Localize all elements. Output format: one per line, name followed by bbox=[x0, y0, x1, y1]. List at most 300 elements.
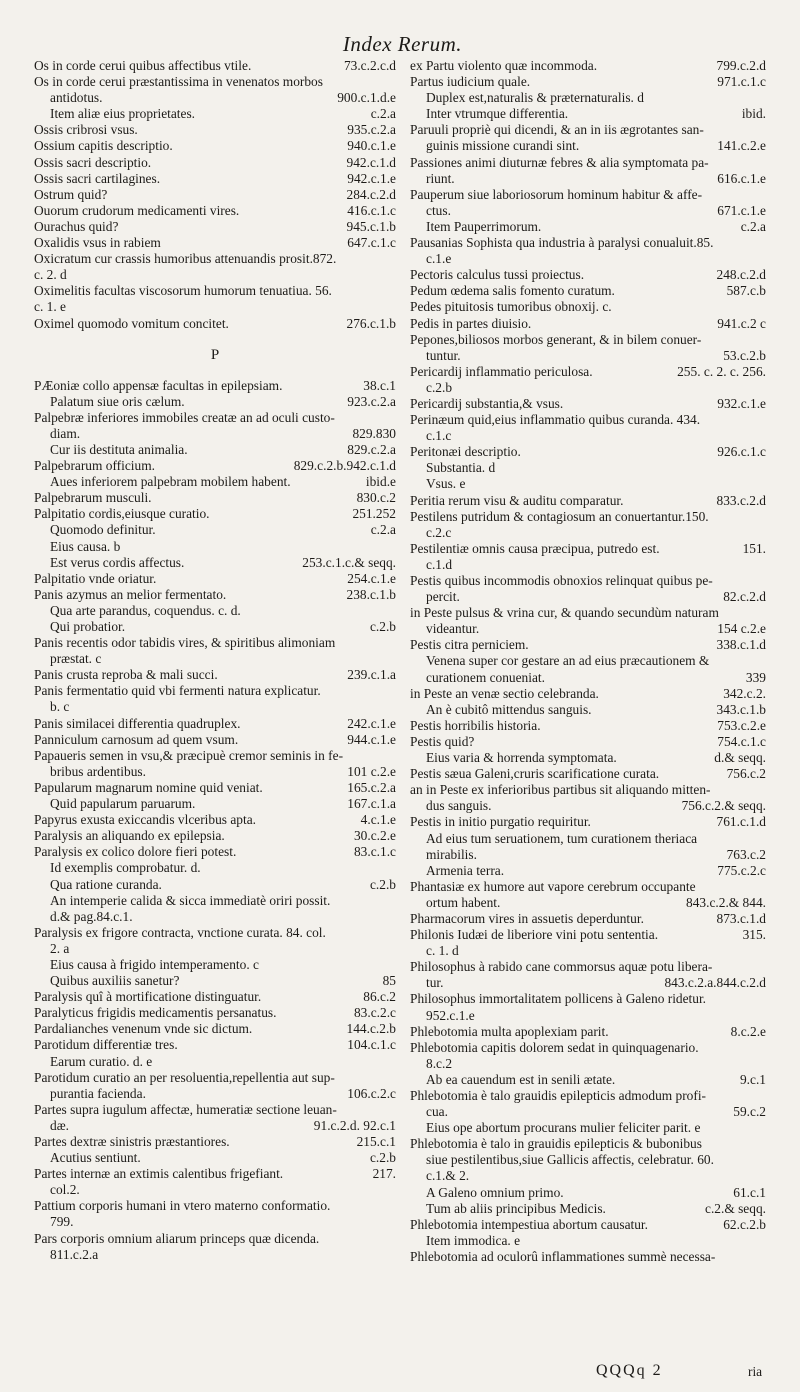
index-entry bbox=[34, 1021, 396, 1037]
entry-text: Phantasiæ ex humore aut vapore cerebrum occupante bbox=[410, 878, 696, 894]
entry-page-ref: 756.c.2.& seqq. bbox=[681, 798, 766, 814]
index-entry bbox=[34, 828, 396, 844]
entry-text: Ostrum quid? bbox=[34, 186, 108, 202]
entry-page-ref: 83.c.1.c bbox=[353, 844, 396, 860]
entry-text: 8.c.2 bbox=[426, 1055, 453, 1071]
entry-text: Papyrus exusta exiccandis vlceribus apta. bbox=[34, 812, 256, 828]
entry-text: Partus iudicium quale. bbox=[410, 74, 531, 90]
index-entry bbox=[410, 412, 766, 428]
index-entry bbox=[410, 1136, 766, 1152]
entry-page-ref: 338.c.1.d bbox=[716, 637, 766, 653]
entry-text: Pericardij substantia,& vsus. bbox=[410, 395, 564, 411]
index-entry bbox=[34, 299, 396, 315]
index-entry bbox=[410, 428, 766, 444]
index-entry bbox=[410, 187, 766, 203]
entry-text: Pepones,biliosos morbos generant, & in bilem conuer- bbox=[410, 331, 702, 347]
entry-page-ref: 73.c.2.c.d bbox=[343, 58, 396, 73]
entry-text: Papularum magnarum nomine quid veniat. bbox=[34, 779, 263, 795]
entry-page-ref: 8.c.2.e bbox=[730, 1023, 766, 1039]
index-entry bbox=[410, 58, 766, 74]
entry-text: Oximelitis facultas viscosorum humorum tenuatiua. 56. bbox=[34, 283, 332, 299]
index-entry bbox=[410, 734, 766, 750]
entry-text: Philonis Iudæi de liberiore vini potu sententia. bbox=[410, 927, 659, 943]
index-entry bbox=[34, 506, 396, 522]
index-entry bbox=[410, 493, 766, 509]
entry-page-ref: 62.c.2.b bbox=[723, 1216, 766, 1232]
entry-text: Perinæum quid,eius inflammatio quibus curanda. 434. bbox=[410, 412, 701, 428]
index-entry bbox=[34, 941, 396, 957]
index-entry bbox=[410, 863, 766, 879]
entry-text: Parotidum curatio an per resoluentia,repellentia aut sup- bbox=[34, 1069, 335, 1085]
entry-page-ref: 753.c.2.e bbox=[717, 717, 766, 733]
index-entry bbox=[410, 621, 766, 637]
entry-text: c. 1. d bbox=[426, 943, 459, 959]
entry-page-ref: 941.c.2 c bbox=[717, 315, 766, 331]
entry-text: Pausanias Sophista qua industria à paralysi conualuit.85. bbox=[410, 235, 714, 251]
index-entry bbox=[34, 267, 396, 283]
entry-text: Venena super cor gestare an ad eius præcautionem & bbox=[426, 653, 710, 669]
index-entry bbox=[410, 267, 766, 283]
entry-text: c.1.& 2. bbox=[426, 1168, 470, 1184]
index-entry bbox=[410, 1008, 766, 1024]
entry-text: Paralyticus frigidis medicamentis persanatus. bbox=[34, 1005, 277, 1021]
index-entry bbox=[34, 877, 396, 893]
entry-text: Acutius sentiunt. bbox=[50, 1150, 141, 1166]
index-entry bbox=[34, 619, 396, 635]
entry-text: Paruuli propriè qui dicendi, & an in iis ægrotantes san- bbox=[410, 122, 704, 138]
entry-page-ref: 215.c.1 bbox=[356, 1134, 396, 1149]
entry-text: Palpitatio cordis,eiusque curatio. bbox=[34, 506, 210, 522]
entry-text: præstat. c bbox=[50, 651, 102, 667]
entry-text: in Peste an venæ sectio celebranda. bbox=[410, 685, 599, 701]
entry-page-ref: 942.c.1.e bbox=[347, 170, 396, 186]
entry-text: c. 2. d bbox=[34, 267, 67, 283]
index-entry bbox=[34, 203, 396, 219]
index-entry bbox=[34, 138, 396, 154]
entry-page-ref: 106.c.2.c bbox=[347, 1085, 396, 1101]
entry-text: c.2.c bbox=[426, 524, 452, 540]
index-entry bbox=[410, 1024, 766, 1040]
entry-text: purantia facienda. bbox=[50, 1085, 146, 1101]
entry-text: Cur iis destituta animalia. bbox=[50, 441, 188, 457]
entry-text: Phlebotomia intempestiua abortum causatur. bbox=[410, 1216, 649, 1232]
signature-mark: QQQq 2 bbox=[596, 1362, 663, 1379]
entry-text: Armenia terra. bbox=[426, 862, 505, 878]
entry-text: Pestis quid? bbox=[410, 733, 475, 749]
entry-text: 811.c.2.a bbox=[50, 1246, 99, 1262]
entry-page-ref: 315. bbox=[742, 927, 766, 943]
index-entry bbox=[34, 989, 396, 1005]
entry-text: Id exemplis comprobatur. d. bbox=[50, 860, 201, 876]
index-entry bbox=[410, 686, 766, 702]
entry-text: Pestilens putridum & contagiosum an conuertantur.150. bbox=[410, 508, 709, 524]
entry-text: tur. bbox=[426, 975, 444, 991]
entry-page-ref: 144.c.2.b bbox=[346, 1021, 396, 1037]
index-entry bbox=[34, 1005, 396, 1021]
entry-text: Palatum siue oris cælum. bbox=[50, 393, 185, 409]
entry-text: Paralysis ex colico dolore fieri potest. bbox=[34, 844, 237, 860]
index-entry bbox=[410, 316, 766, 332]
index-entry bbox=[34, 683, 396, 699]
entry-text: Palpitatio vnde oriatur. bbox=[34, 570, 157, 586]
entry-page-ref: 935.c.2.a bbox=[347, 122, 396, 138]
index-entry bbox=[34, 667, 396, 683]
index-entry bbox=[34, 860, 396, 876]
index-entry bbox=[34, 571, 396, 587]
index-entry bbox=[34, 925, 396, 941]
index-entry bbox=[34, 764, 396, 780]
entry-page-ref: 255. c. 2. c. 256. bbox=[677, 363, 766, 379]
index-entry bbox=[34, 283, 396, 299]
index-entry bbox=[410, 460, 766, 476]
index-entry bbox=[34, 74, 396, 90]
entry-text: Oxalidis vsus in rabiem bbox=[34, 235, 161, 251]
entry-page-ref: 86.c.2 bbox=[363, 989, 396, 1005]
entry-text: c.1.c bbox=[426, 428, 452, 444]
index-entry bbox=[410, 589, 766, 605]
entry-text: Pars corporis omnium aliarum princeps quæ dicenda. bbox=[34, 1230, 320, 1246]
index-entry bbox=[410, 1056, 766, 1072]
index-entry bbox=[410, 750, 766, 766]
entry-text: videantur. bbox=[426, 621, 480, 637]
entry-page-ref: 239.c.1.a bbox=[347, 667, 396, 683]
index-entry bbox=[410, 541, 766, 557]
index-entry bbox=[34, 490, 396, 506]
entry-text: Eius varia & horrenda symptomata. bbox=[426, 750, 617, 766]
entry-text: Panis azymus an melior fermentato. bbox=[34, 586, 227, 602]
index-entry bbox=[34, 1166, 396, 1182]
entry-page-ref: 276.c.1.b bbox=[346, 315, 396, 331]
entry-page-ref: 104.c.1.c bbox=[347, 1037, 396, 1053]
entry-text: col.2. bbox=[50, 1182, 80, 1198]
entry-text: PÆoniæ collo appensæ facultas in epilepsiam. bbox=[34, 377, 283, 393]
index-entry bbox=[410, 927, 766, 943]
entry-text: Qui probatior. bbox=[50, 619, 126, 634]
entry-text: Pestis horribilis historia. bbox=[410, 717, 541, 733]
entry-page-ref: 154 c.2.e bbox=[717, 621, 766, 637]
entry-text: ex Partu violento quæ incommoda. bbox=[410, 58, 598, 73]
entry-text: Panis recentis odor tabidis vires, & spiritibus alimoniam bbox=[34, 635, 336, 651]
index-entry bbox=[410, 476, 766, 492]
entry-text: Panis similacei differentia quadruplex. bbox=[34, 715, 241, 731]
entry-page-ref: 647.c.1.c bbox=[347, 235, 396, 251]
entry-text: Oximel quomodo vomitum concitet. bbox=[34, 315, 229, 331]
entry-text: Ossis sacri cartilagines. bbox=[34, 170, 161, 186]
entry-page-ref: 61.c.1 bbox=[733, 1184, 766, 1200]
entry-text: Papaueris semen in vsu,& præcipuè cremor seminis in fe- bbox=[34, 747, 344, 763]
entry-page-ref: 799.c.2.d bbox=[716, 58, 766, 73]
index-entry bbox=[34, 1102, 396, 1118]
index-entry bbox=[34, 844, 396, 860]
index-entry bbox=[34, 442, 396, 458]
index-entry bbox=[34, 251, 396, 267]
entry-text: riunt. bbox=[426, 170, 455, 186]
index-entry bbox=[410, 235, 766, 251]
entry-text: Qua ratione curanda. bbox=[50, 876, 162, 892]
entry-page-ref: c.2.b bbox=[369, 876, 396, 892]
index-entry bbox=[410, 557, 766, 573]
index-entry bbox=[34, 1086, 396, 1102]
entry-text: Paralysis quî à mortificatione distinguatur. bbox=[34, 989, 262, 1005]
entry-text: an in Peste ex inferioribus partibus sit aliquando mitten- bbox=[410, 782, 711, 798]
index-entry bbox=[410, 573, 766, 589]
entry-page-ref: 763.c.2 bbox=[726, 846, 766, 862]
entry-text: Partes dextræ sinistris præstantiores. bbox=[34, 1134, 230, 1149]
index-entry bbox=[410, 122, 766, 138]
index-entry bbox=[34, 58, 396, 74]
entry-text: dus sanguis. bbox=[426, 798, 492, 814]
entry-text: Parotidum differentiæ tres. bbox=[34, 1037, 178, 1053]
entry-text: Pestilentiæ omnis causa præcipua, putredo est. bbox=[410, 540, 660, 556]
entry-text: Panniculum carnosum ad quem vsum. bbox=[34, 731, 239, 747]
index-entry bbox=[34, 1134, 396, 1150]
entry-page-ref: 141.c.2.e bbox=[717, 138, 766, 154]
entry-text: Ossis sacri descriptio. bbox=[34, 154, 152, 170]
entry-text: Ab ea cauendum est in senili ætate. bbox=[426, 1071, 616, 1087]
index-entry bbox=[410, 1201, 766, 1217]
entry-text: Pedum œdema salis fomento curatum. bbox=[410, 283, 615, 299]
index-entry bbox=[410, 299, 766, 315]
index-entry bbox=[410, 251, 766, 267]
entry-page-ref: 843.c.2.& 844. bbox=[686, 894, 766, 910]
index-entry bbox=[34, 1182, 396, 1198]
entry-page-ref: 945.c.1.b bbox=[346, 218, 396, 234]
entry-page-ref: 756.c.2 bbox=[726, 766, 766, 782]
index-entry bbox=[34, 1150, 396, 1166]
entry-text: c.1.e bbox=[426, 251, 452, 267]
entry-text: Peritonæi descriptio. bbox=[410, 444, 521, 460]
entry-text: Phlebotomia è talo grauidis epilepticis admodum profi- bbox=[410, 1088, 707, 1103]
index-entry bbox=[410, 90, 766, 106]
entry-text: Ourachus quid? bbox=[34, 218, 119, 234]
index-entry bbox=[410, 203, 766, 219]
entry-text: curationem conueniat. bbox=[426, 669, 545, 685]
entry-text: Partes supra iugulum affectæ, humeratiæ sectione leuan- bbox=[34, 1101, 337, 1117]
index-entry bbox=[34, 812, 396, 828]
running-header: Index Rerum. bbox=[342, 32, 462, 56]
entry-text: Peritia rerum visu & auditu comparatur. bbox=[410, 492, 624, 508]
entry-text: Palpebræ inferiores immobiles creatæ an ad oculi custo- bbox=[34, 409, 335, 425]
index-entry bbox=[34, 90, 396, 106]
entry-text: Pardalianches venenum vnde sic dictum. bbox=[34, 1021, 253, 1037]
entry-page-ref: 944.c.1.e bbox=[347, 731, 396, 747]
entry-page-ref: c.2.b bbox=[369, 619, 396, 634]
index-entry bbox=[34, 539, 396, 555]
index-entry bbox=[410, 702, 766, 718]
index-entry bbox=[410, 74, 766, 90]
entry-text: Oxicratum cur crassis humoribus attenuandis prosit.872. bbox=[34, 251, 337, 267]
index-entry bbox=[34, 603, 396, 619]
entry-page-ref: 342.c.2. bbox=[723, 685, 766, 701]
index-entry bbox=[34, 155, 396, 171]
entry-text: Pedes pituitosis tumoribus obnoxij. c. bbox=[410, 299, 612, 315]
index-entry bbox=[410, 895, 766, 911]
entry-page-ref: c.2.a bbox=[370, 522, 396, 538]
entry-text: Item immodica. e bbox=[426, 1232, 521, 1248]
index-entry bbox=[410, 959, 766, 975]
entry-text: diam. bbox=[50, 425, 81, 441]
entry-page-ref: 284.c.2.d bbox=[346, 186, 396, 202]
entry-page-ref: 343.c.1.b bbox=[716, 701, 766, 717]
entry-page-ref: 254.c.1.e bbox=[347, 570, 396, 586]
entry-text: Pedis in partes diuisio. bbox=[410, 315, 532, 331]
entry-page-ref: 416.c.1.c bbox=[347, 202, 396, 218]
index-entry bbox=[34, 909, 396, 925]
index-entry bbox=[410, 283, 766, 299]
entry-text: Philosophus à rabido cane commorsus aquæ potu libera- bbox=[410, 959, 713, 975]
entry-text: 799. bbox=[50, 1214, 74, 1230]
entry-page-ref: 900.c.1.d.e bbox=[337, 90, 396, 106]
entry-text: Ouorum crudorum medicamenti vires. bbox=[34, 202, 240, 218]
index-entry bbox=[410, 653, 766, 669]
index-entry bbox=[34, 716, 396, 732]
entry-text: Pauperum siue laboriosorum hominum habitur & affe- bbox=[410, 186, 703, 202]
entry-page-ref: c.2.& seqq. bbox=[705, 1200, 766, 1216]
index-entry bbox=[410, 670, 766, 686]
index-entry bbox=[410, 155, 766, 171]
entry-text: Est verus cordis affectus. bbox=[50, 554, 185, 570]
entry-page-ref: 829.c.2.a bbox=[347, 441, 396, 457]
index-entry bbox=[34, 106, 396, 122]
entry-page-ref: 4.c.1.e bbox=[360, 812, 396, 828]
index-entry bbox=[410, 879, 766, 895]
index-entry bbox=[410, 332, 766, 348]
entry-text: Ad eius tum seruationem, tum curationem theriaca bbox=[426, 830, 698, 846]
entry-text: Panis fermentatio quid vbi fermenti natura explicatur. bbox=[34, 683, 321, 699]
index-entry bbox=[34, 893, 396, 909]
index-entry bbox=[410, 219, 766, 235]
entry-page-ref: 30.c.2.e bbox=[353, 828, 396, 844]
index-entry bbox=[410, 396, 766, 412]
section-heading: P bbox=[210, 346, 220, 363]
index-entry bbox=[410, 364, 766, 380]
entry-text: Pestis citra perniciem. bbox=[410, 637, 529, 653]
entry-page-ref: 754.c.1.c bbox=[717, 733, 766, 749]
entry-page-ref: 83.c.2.c bbox=[353, 1005, 396, 1021]
index-entry bbox=[34, 426, 396, 442]
entry-text: An intemperie calida & sicca immediatè oriri possit. bbox=[50, 892, 331, 908]
index-entry bbox=[410, 525, 766, 541]
index-entry bbox=[34, 187, 396, 203]
entry-text: percit. bbox=[426, 589, 460, 605]
entry-text: Paralysis ex frigore contracta, vnctione curata. 84. col. bbox=[34, 924, 326, 940]
entry-text: ctus. bbox=[426, 202, 451, 218]
entry-page-ref: 38.c.1 bbox=[363, 377, 396, 393]
entry-text: Paralysis an aliquando ex epilepsia. bbox=[34, 828, 225, 844]
index-entry bbox=[410, 1249, 766, 1265]
index-entry bbox=[410, 1168, 766, 1184]
index-entry bbox=[34, 1118, 396, 1134]
index-entry bbox=[410, 1152, 766, 1168]
entry-page-ref: ibid. bbox=[741, 106, 766, 122]
entry-text: Passiones animi diuturnæ febres & alia symptomata pa- bbox=[410, 154, 709, 170]
entry-text: Ossium capitis descriptio. bbox=[34, 138, 173, 154]
entry-text: Duplex est,naturalis & præternaturalis. d bbox=[426, 90, 644, 106]
index-entry bbox=[410, 1040, 766, 1056]
entry-page-ref: 833.c.2.d bbox=[716, 492, 766, 508]
index-entry bbox=[34, 1214, 396, 1230]
entry-text: Tum ab aliis principibus Medicis. bbox=[426, 1200, 606, 1216]
entry-page-ref: 971.c.1.c bbox=[717, 74, 766, 90]
entry-page-ref: ibid.e bbox=[365, 474, 396, 490]
entry-page-ref: 248.c.2.d bbox=[716, 267, 766, 283]
index-entry bbox=[410, 380, 766, 396]
entry-page-ref: d.& seqq. bbox=[714, 750, 766, 766]
index-entry bbox=[410, 814, 766, 830]
entry-text: cua. bbox=[426, 1104, 448, 1120]
entry-page-ref: 101 c.2.e bbox=[347, 763, 396, 779]
entry-text: Vsus. e bbox=[426, 476, 466, 492]
index-entry bbox=[34, 171, 396, 187]
entry-text: 952.c.1.e bbox=[426, 1007, 475, 1023]
catchword: ria bbox=[748, 1364, 763, 1379]
entry-page-ref: 775.c.2.c bbox=[717, 862, 766, 878]
entry-page-ref: 829.c.2.b.942.c.1.d bbox=[293, 458, 396, 474]
entry-text: Palpebrarum musculi. bbox=[34, 490, 152, 506]
entry-text: Eius ope abortum procurans mulier feliciter parit. e bbox=[426, 1120, 701, 1136]
index-entry bbox=[34, 587, 396, 603]
entry-page-ref: 251.252 bbox=[352, 506, 396, 522]
entry-text: Earum curatio. d. e bbox=[50, 1053, 153, 1069]
entry-text: guinis missione curandi sint. bbox=[426, 138, 580, 154]
index-entry bbox=[410, 1217, 766, 1233]
index-entry bbox=[34, 458, 396, 474]
index-entry bbox=[34, 699, 396, 715]
entry-text: Pestis quibus incommodis obnoxios relinquat quibus pe- bbox=[410, 573, 713, 588]
entry-page-ref: 238.c.1.b bbox=[346, 586, 396, 602]
entry-page-ref: 59.c.2 bbox=[733, 1104, 766, 1120]
entry-text: b. c bbox=[50, 699, 70, 715]
index-entry bbox=[34, 316, 396, 332]
entry-text: Panis crusta reproba & mali succi. bbox=[34, 667, 218, 683]
index-entry bbox=[410, 1233, 766, 1249]
entry-page-ref: 829.830 bbox=[352, 425, 396, 441]
left-column bbox=[34, 58, 396, 1263]
index-entry bbox=[410, 444, 766, 460]
index-entry bbox=[34, 522, 396, 538]
index-entry bbox=[410, 991, 766, 1007]
entry-text: Aues inferiorem palpebram mobilem habent. bbox=[50, 474, 291, 490]
entry-text: in Peste pulsus & vrina cur, & quando secundùm naturam bbox=[410, 605, 719, 621]
index-entry bbox=[34, 635, 396, 651]
entry-text: Eius causa. b bbox=[50, 538, 121, 554]
entry-text: Phlebotomia ad oculorû inflammationes summè necessa- bbox=[410, 1248, 716, 1264]
entry-page-ref: 587.c.b bbox=[726, 283, 766, 299]
entry-text: 2. a bbox=[50, 940, 70, 956]
entry-text: Phlebotomia capitis dolorem sedat in quinquagenario. bbox=[410, 1039, 699, 1055]
index-entry bbox=[410, 1120, 766, 1136]
entry-text: mirabilis. bbox=[426, 846, 477, 862]
index-entry bbox=[410, 106, 766, 122]
entry-text: Os in corde cerui quibus affectibus vtile. bbox=[34, 58, 252, 73]
entry-page-ref: c.2.a bbox=[370, 106, 396, 122]
entry-text: Pericardij inflammatio periculosa. bbox=[410, 363, 593, 379]
index-entry bbox=[34, 122, 396, 138]
entry-page-ref: 843.c.2.a.844.c.2.d bbox=[664, 975, 766, 991]
index-entry bbox=[410, 1104, 766, 1120]
index-entry bbox=[34, 1198, 396, 1214]
index-entry bbox=[34, 394, 396, 410]
entry-page-ref: 873.c.1.d bbox=[716, 910, 766, 926]
entry-text: Substantia. d bbox=[426, 460, 496, 476]
index-entry bbox=[34, 1054, 396, 1070]
index-entry bbox=[34, 973, 396, 989]
entry-page-ref: 616.c.1.e bbox=[717, 170, 766, 186]
index-entry bbox=[410, 509, 766, 525]
entry-page-ref: 926.c.1.c bbox=[717, 444, 766, 460]
entry-page-ref: 339 bbox=[745, 669, 766, 685]
entry-page-ref: 830.c.2 bbox=[356, 490, 396, 506]
